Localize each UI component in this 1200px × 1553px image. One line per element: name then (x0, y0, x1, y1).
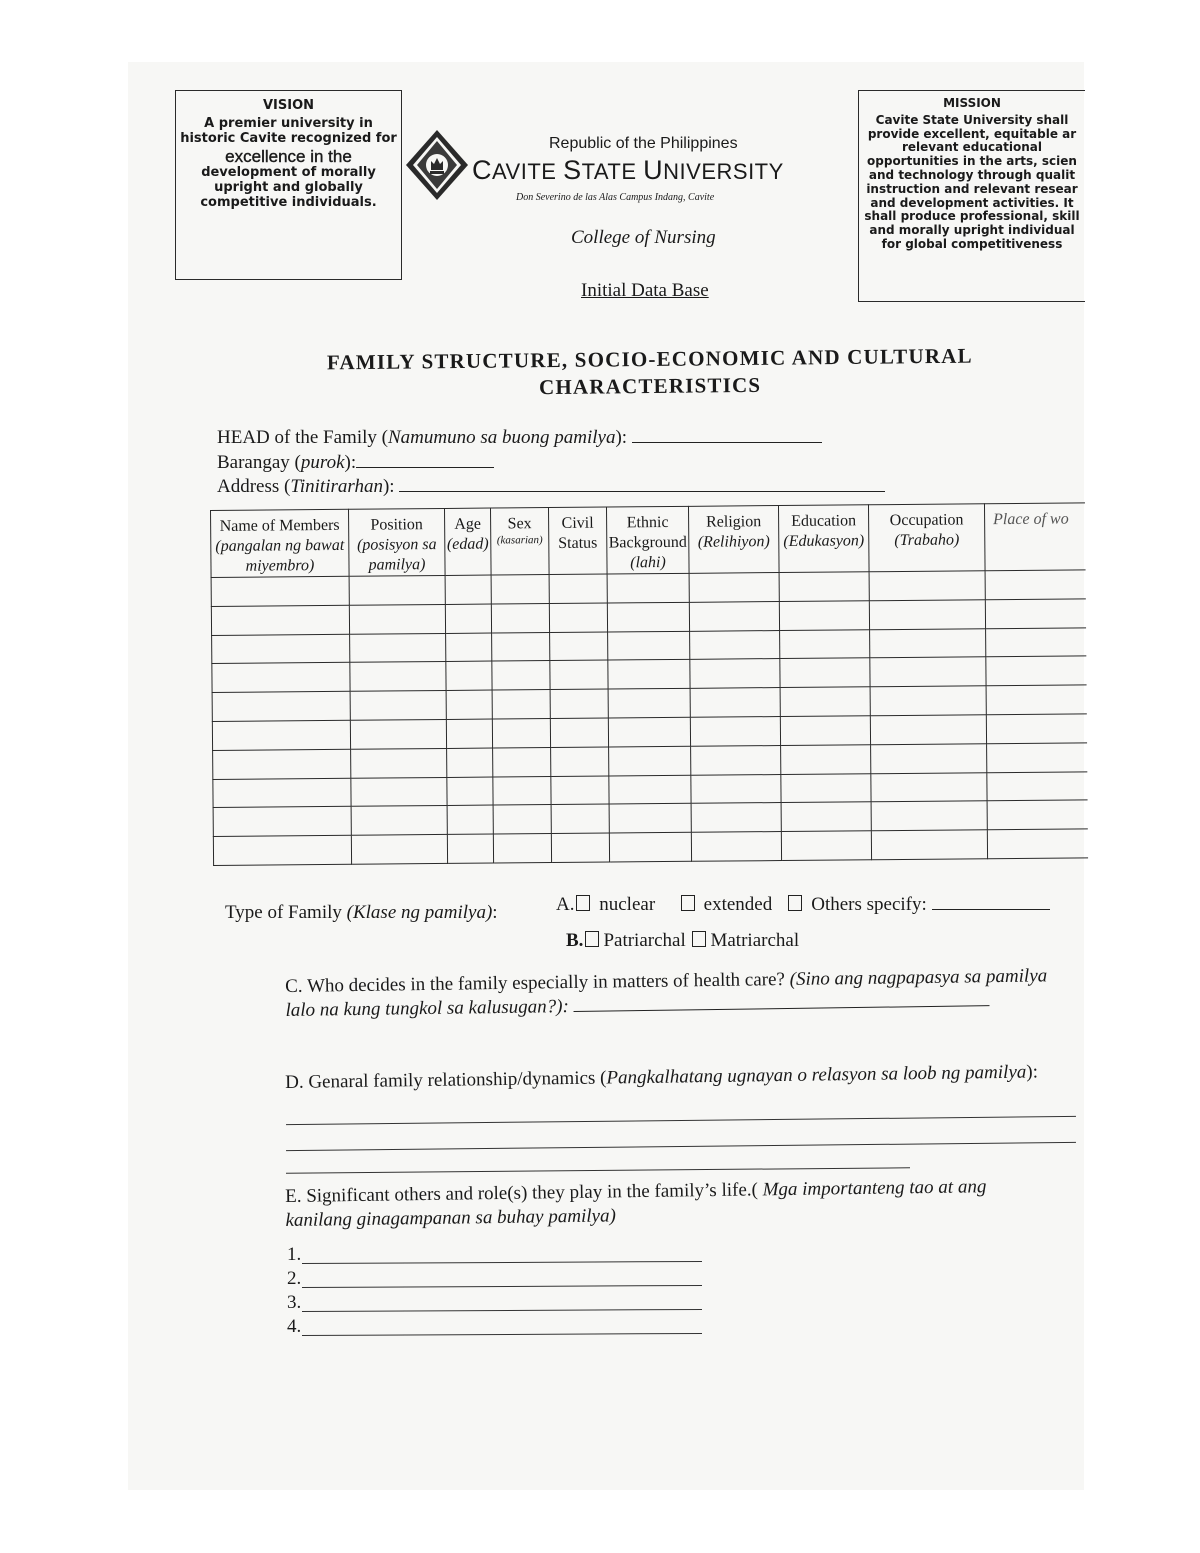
table-cell[interactable] (213, 778, 351, 808)
question-e-text: E. Significant others and role(s) they play in the family’s life.( (285, 1179, 763, 1207)
table-cell[interactable] (781, 802, 871, 832)
table-cell[interactable] (212, 663, 350, 693)
table-cell[interactable] (211, 576, 349, 606)
question-d-text-tl: Pangkalhatang ugnayan o relasyon sa loob ng pamilya (606, 1061, 1027, 1089)
table-cell[interactable] (350, 633, 446, 663)
table-cell[interactable] (446, 690, 492, 719)
field-label-tl: Namumuno sa buong pamilya (387, 427, 616, 448)
table-cell[interactable] (609, 746, 691, 776)
family-type-options-b (566, 930, 799, 952)
table-cell[interactable] (690, 688, 780, 718)
family-type-options-a (556, 894, 1050, 916)
table-cell[interactable] (492, 719, 550, 748)
label-text: : (492, 902, 498, 923)
column-header-label: Civil Status (558, 514, 598, 552)
extended-label: extended (703, 894, 773, 915)
table-cell[interactable] (779, 572, 869, 602)
table-cell[interactable] (493, 776, 551, 805)
table-cell[interactable] (689, 601, 779, 631)
column-header (490, 508, 549, 576)
column-header-label: Place of wo (993, 510, 1069, 529)
others-checkbox[interactable] (788, 895, 802, 911)
table-cell[interactable] (447, 834, 493, 863)
head-of-family-input[interactable] (632, 426, 822, 443)
column-header-translation: (Edukasyon) (783, 532, 865, 550)
vision-line: A premier university in (204, 115, 373, 131)
mission-line: provide excellent, equitable ar (867, 126, 1077, 141)
college-name: College of Nursing (571, 227, 716, 248)
table-cell[interactable] (350, 662, 446, 692)
table-cell[interactable] (491, 603, 549, 632)
table-cell[interactable] (607, 573, 689, 603)
table-cell[interactable] (870, 715, 986, 745)
table-cell[interactable] (445, 604, 491, 633)
table-cell[interactable] (780, 716, 870, 746)
table-cell[interactable] (446, 661, 492, 690)
question-d-text: ): (1026, 1061, 1039, 1083)
patriarchal-checkbox[interactable] (585, 931, 599, 947)
table-cell[interactable] (549, 574, 607, 603)
column-header-translation: (lahi) (630, 554, 666, 572)
form-title (230, 342, 1071, 405)
list-item-number: 2. (287, 1268, 302, 1289)
table-cell[interactable] (607, 602, 689, 632)
mission-title: MISSION (943, 96, 1001, 110)
column-header-translation: (kasarian) (496, 534, 543, 547)
table-cell[interactable] (351, 748, 447, 778)
question-c-text-tl: (Sino ang nagpapasya sa pamilya (789, 965, 1048, 990)
question-d-text: D. Genaral family relationship/dynamics ( (285, 1067, 607, 1093)
vision-line: development of morally (201, 165, 376, 181)
table-cell[interactable] (551, 804, 609, 833)
table-cell[interactable] (447, 805, 493, 834)
head-of-family-field[interactable] (217, 426, 822, 449)
table-cell[interactable] (986, 627, 1086, 657)
table-cell[interactable] (691, 774, 781, 804)
column-header (548, 507, 607, 575)
extended-checkbox[interactable] (681, 895, 695, 911)
matriarchal-label: Matriarchal (710, 930, 800, 951)
mission-text (859, 114, 1085, 252)
table-cell[interactable] (351, 806, 447, 836)
address-input[interactable] (399, 475, 885, 492)
list-item-number: 4. (287, 1316, 302, 1337)
table-cell[interactable] (691, 745, 781, 775)
table-cell[interactable] (781, 831, 871, 861)
table-cell[interactable] (351, 777, 447, 807)
table-cell[interactable] (986, 685, 1086, 715)
form-title-line: FAMILY STRUCTURE, SOCIO-ECONOMIC AND CULTURAL (326, 343, 973, 375)
table-cell[interactable] (446, 633, 492, 662)
table-cell[interactable] (986, 714, 1086, 744)
family-members-table (210, 502, 1088, 866)
table-cell[interactable] (213, 835, 351, 865)
univ-initial: U (643, 155, 664, 185)
table-cell[interactable] (608, 660, 690, 690)
table-cell[interactable] (691, 803, 781, 833)
table-cell[interactable] (781, 773, 871, 803)
column-header-translation: (edad) (446, 535, 489, 553)
table-cell[interactable] (549, 603, 607, 632)
table-cell[interactable] (608, 631, 690, 661)
table-cell[interactable] (985, 599, 1085, 629)
table-cell[interactable] (551, 776, 609, 805)
field-label-tl: Tinitirarhan (290, 476, 383, 497)
table-cell[interactable] (985, 570, 1085, 600)
table-cell[interactable] (446, 719, 492, 748)
table-cell[interactable] (349, 604, 445, 634)
table-cell[interactable] (780, 687, 870, 717)
family-type-label (225, 902, 498, 924)
table-cell[interactable] (870, 686, 986, 716)
campus-text: Don Severino de las Alas Campus Indang, Cavite (516, 192, 715, 203)
republic-text: Republic of the Philippines (549, 135, 738, 152)
table-cell[interactable] (212, 634, 350, 664)
table-cell[interactable] (550, 718, 608, 747)
question-e-text-tl: Mga importanteng tao at ang (762, 1176, 987, 1201)
table-cell[interactable] (869, 600, 985, 630)
univ-initial: C (472, 155, 492, 185)
table-cell[interactable] (609, 832, 691, 862)
field-label: Address ( (217, 476, 291, 497)
table-cell[interactable] (492, 632, 550, 661)
document-type: Initial Data Base (581, 280, 709, 301)
others-input[interactable] (932, 895, 1050, 910)
column-header (211, 509, 350, 577)
table-cell[interactable] (492, 661, 550, 690)
table-cell[interactable] (493, 834, 551, 863)
mission-line: opportunities in the arts, scien (867, 154, 1077, 169)
vision-title: VISION (262, 98, 315, 113)
column-header (778, 505, 869, 573)
table-cell[interactable] (550, 660, 608, 689)
field-label: ): (615, 427, 628, 448)
form-title-line: CHARACTERISTICS (538, 372, 762, 400)
table-cell[interactable] (213, 807, 351, 837)
vision-emphasis: excellence in the (225, 146, 352, 166)
table-cell[interactable] (212, 720, 350, 750)
table-cell[interactable] (779, 601, 869, 631)
column-header-translation: (posisyon sa pamilya) (356, 536, 437, 574)
column-header-label: Education (791, 512, 857, 530)
table-cell[interactable] (689, 573, 779, 603)
table-cell[interactable] (869, 571, 985, 601)
column-header (868, 504, 985, 572)
table-cell[interactable] (550, 689, 608, 718)
table-cell[interactable] (690, 630, 780, 660)
nuclear-checkbox[interactable] (576, 895, 590, 911)
table-cell[interactable] (987, 829, 1087, 859)
table-cell[interactable] (871, 830, 987, 860)
table-cell[interactable] (986, 656, 1086, 686)
table-cell[interactable] (445, 575, 491, 604)
mission-line: Cavite State University shall (875, 112, 1069, 127)
univ-part: NIVERSITY (663, 159, 784, 184)
mission-line: shall produce professional, skill (864, 209, 1080, 224)
question-e-text-tl: kanilang ginagampanan sa buhay pamilya) (285, 1205, 616, 1231)
univ-initial: S (563, 155, 582, 185)
table-cell[interactable] (780, 658, 870, 688)
patriarchal-label: Patriarchal (603, 930, 686, 951)
table-cell[interactable] (491, 575, 549, 604)
university-name (472, 155, 784, 186)
univ-part: TATE (581, 159, 644, 184)
table-header-row (211, 503, 1086, 578)
field-label: ): (344, 452, 357, 473)
mission-line: relevant educational (901, 140, 1042, 155)
barangay-input[interactable] (356, 451, 494, 468)
vision-box (175, 90, 402, 280)
vision-line: competitive individuals. (200, 195, 377, 211)
mission-line: and morally upright individual (869, 223, 1075, 238)
column-header-translation: (Relihiyon) (697, 533, 770, 551)
option-prefix: A. (556, 894, 575, 915)
mission-box (858, 90, 1085, 302)
column-header-label: Ethnic Background (608, 513, 687, 552)
vision-line: historic Cavite recognized for (180, 130, 397, 146)
table-cell[interactable] (550, 632, 608, 661)
mission-line: instruction and relevant resear (866, 181, 1078, 196)
table-cell[interactable] (871, 744, 987, 774)
column-header (606, 506, 689, 574)
table-cell[interactable] (987, 771, 1087, 801)
column-header-label: Sex (507, 515, 532, 533)
table-cell[interactable] (349, 575, 445, 605)
table-cell[interactable] (780, 629, 870, 659)
others-label: Others specify: (811, 894, 927, 915)
column-header-label: Occupation (889, 511, 964, 530)
mission-line: and development activities. It (870, 195, 1074, 210)
table-cell[interactable] (871, 772, 987, 802)
address-field[interactable] (217, 475, 885, 498)
column-header-label: Age (454, 515, 482, 533)
column-header (444, 508, 491, 575)
table-cell[interactable] (608, 717, 690, 747)
mission-line: for global competitiveness (881, 236, 1063, 251)
table-cell[interactable] (212, 691, 350, 721)
field-label: ): (382, 476, 395, 497)
table-cell[interactable] (871, 801, 987, 831)
barangay-field[interactable] (217, 451, 494, 474)
table-cell[interactable] (211, 605, 349, 635)
matriarchal-checkbox[interactable] (692, 931, 706, 947)
nuclear-label: nuclear (599, 894, 656, 915)
question-c-input[interactable] (573, 991, 989, 1012)
table-cell[interactable] (609, 775, 691, 805)
table-cell[interactable] (350, 691, 446, 721)
column-header (348, 508, 445, 576)
column-header-label: Religion (705, 513, 762, 531)
column-header-translation: (pangalan ng bawat miyembro) (215, 536, 345, 575)
table-cell[interactable] (492, 690, 550, 719)
vision-line: upright and globally (214, 180, 363, 196)
table-cell[interactable] (690, 717, 780, 747)
table-cell[interactable] (691, 832, 781, 862)
list-item-number: 1. (287, 1244, 302, 1265)
table-cell[interactable] (447, 777, 493, 806)
column-header (688, 506, 779, 574)
question-c-text-tl: lalo na kung tungkol sa kalusugan?): (285, 996, 570, 1021)
field-label-tl: purok (300, 452, 345, 473)
column-header-translation: (Trabaho) (894, 531, 960, 550)
table-cell[interactable] (350, 719, 446, 749)
table-cell[interactable] (551, 747, 609, 776)
question-e (285, 1175, 987, 1233)
table-cell[interactable] (987, 743, 1087, 773)
list-item-number: 3. (287, 1292, 302, 1313)
column-header-label: Name of Members (219, 516, 340, 535)
table-cell[interactable] (987, 800, 1087, 830)
table-cell[interactable] (447, 748, 493, 777)
field-label: Barangay ( (217, 452, 301, 473)
table-cell[interactable] (609, 804, 691, 834)
table-cell[interactable] (213, 749, 351, 779)
question-c-text: C. Who decides in the family especially in matters of health care? (285, 968, 790, 997)
university-seal-icon (404, 128, 470, 202)
table-cell[interactable] (493, 805, 551, 834)
label-text: Type of Family (225, 902, 347, 923)
label-text-tl: (Klase ng pamilya) (346, 902, 493, 923)
table-cell[interactable] (493, 747, 551, 776)
column-header (984, 503, 1085, 571)
table-cell[interactable] (551, 833, 609, 862)
table-cell[interactable] (781, 745, 871, 775)
table-cell[interactable] (870, 657, 986, 687)
table-cell[interactable] (608, 689, 690, 719)
column-header-label: Position (370, 516, 423, 534)
field-label: HEAD of the Family ( (217, 427, 388, 448)
mission-line: and technology through qualit (868, 167, 1076, 182)
univ-part: AVITE (492, 159, 564, 184)
table-cell[interactable] (870, 628, 986, 658)
table-cell[interactable] (351, 835, 447, 865)
option-prefix: B. (566, 930, 584, 951)
table-cell[interactable] (690, 659, 780, 689)
